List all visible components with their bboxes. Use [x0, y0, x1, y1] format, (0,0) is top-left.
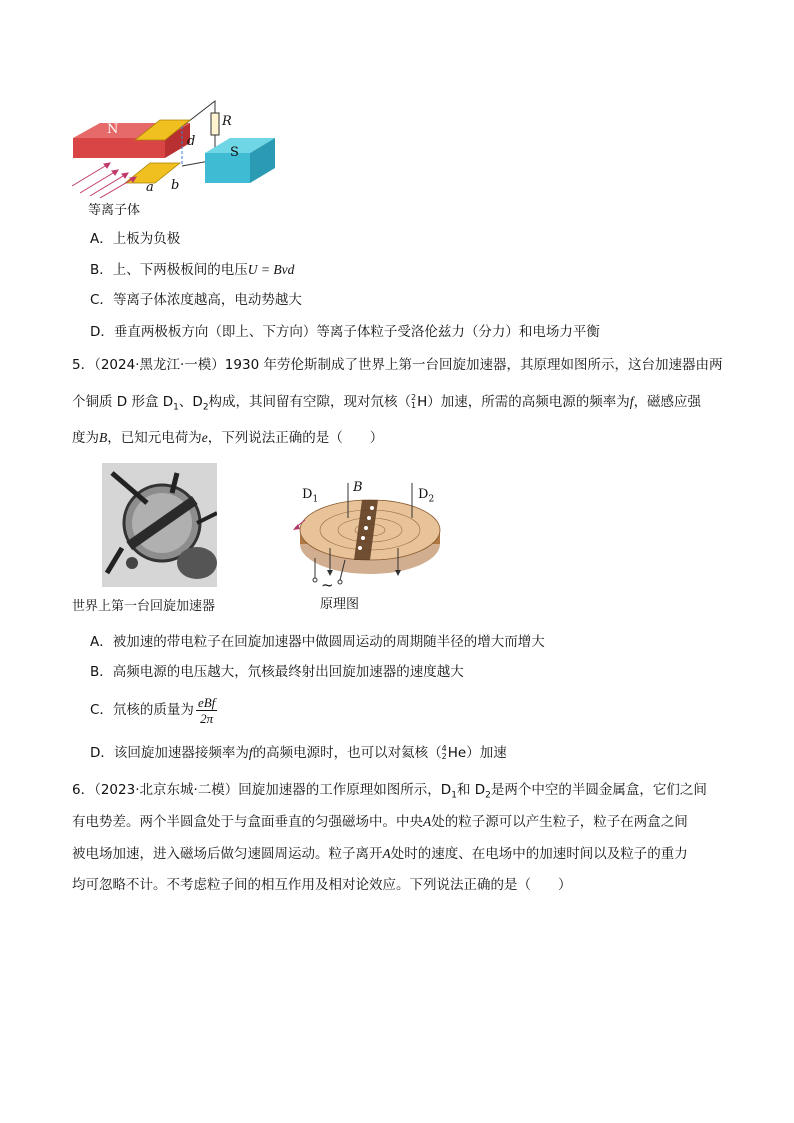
label-s: S: [230, 145, 239, 160]
q5-option-c[interactable]: C．氘核的质量为 $\frac{\text{eBf}}{2\pi}$: [90, 694, 216, 726]
q4-option-a[interactable]: [90, 229, 180, 249]
mhd-generator-figure: [70, 98, 280, 198]
label-b: b: [171, 178, 180, 193]
q6-line1: 6．（2023·北京东城·二模）回旋加速器的工作原理如图所示，$D_1$和 $D_2$是两个中空的半圆金属盒，它们之间: [72, 782, 707, 801]
label-n: N: [107, 122, 119, 137]
nuclide-deuteron: 2 1: [411, 393, 417, 410]
q5-line1: 5．（2024·黑龙江·一模）1930 年劳伦斯制成了世界上第一台回旋加速器，其原理如图所示，这台加速器由两: [72, 357, 723, 373]
question-number: 5．: [72, 357, 95, 373]
cyclotron-principle-diagram: [290, 478, 450, 593]
fraction-mass: $\frac{\text{eBf}}{2\pi}$: [197, 694, 216, 726]
option-letter: C．: [90, 292, 113, 308]
option-text: 等离子体浓度越高，电动势越大: [112, 292, 302, 308]
label-r: R: [222, 114, 232, 129]
option-text: 垂直两极板方向（即上、下方向）等离子体粒子受洛伦兹力（分力）和电场力平衡: [113, 324, 600, 340]
cyclotron-photo: [102, 463, 217, 587]
option-letter: D．: [90, 324, 114, 340]
q5-option-a[interactable]: A．被加速的带电粒子在回旋加速器中做圆周运动的周期随半径的增大而增大: [90, 634, 545, 650]
photo-caption: 世界上第一台回旋加速器: [72, 599, 216, 614]
q6-line3: 被电场加速，进入磁场后做匀速圆周运动。粒子离开A处时的速度、在电场中的加速时间以及粒子的重力: [72, 846, 688, 862]
label-d2: $D_2$: [418, 487, 435, 505]
q6-line2: 有电势差。两个半圆盒处于与盒面垂直的匀强磁场中。中央A处的粒子源可以产生粒子，粒子在两盒之间: [72, 814, 688, 830]
question-source: （2023·北京东城·二模）: [94, 782, 239, 798]
label-a: a: [146, 180, 154, 195]
option-letter: B．: [90, 262, 113, 278]
figure1-caption: 等离子体: [88, 203, 141, 218]
question-source: （2024·黑龙江·一模）: [94, 357, 225, 373]
q5-line2: 个铜质 D 形盒 $D_1$、$D_2$构成，其间留有空隙，现对氘核（ 2 1 H）加速，所需的高频电源的频率为f，磁感应强: [72, 393, 702, 413]
question-number: 6．: [72, 782, 95, 798]
label-d: d: [187, 134, 196, 149]
q5-option-b[interactable]: B．高频电源的电压越大，氘核最终射出回旋加速器的速度越大: [90, 664, 464, 680]
q5-line3: 度为B，已知元电荷为e，下列说法正确的是（ ）: [72, 430, 384, 446]
option-text: 上、下两极板间的电压: [112, 262, 248, 278]
q4-option-c[interactable]: [90, 290, 302, 310]
option-letter: A．: [90, 231, 113, 247]
option-text: 上板为负极: [112, 231, 181, 247]
label-ac-source: ~: [321, 576, 334, 594]
label-b-field: B: [353, 480, 363, 495]
nuclide-helium: 4 2: [441, 744, 447, 761]
diagram-caption: 原理图: [320, 597, 360, 612]
q4-option-b[interactable]: [90, 260, 294, 280]
q4-option-d[interactable]: [90, 322, 600, 342]
q5-option-d[interactable]: D．该回旋加速器接频率为f的高频电源时，也可以对氦核（ 4 2 He）加速: [90, 744, 507, 761]
option-formula: U = Bvd: [247, 262, 295, 277]
label-d1: $D_1$: [302, 487, 319, 505]
q6-line4: 均可忽略不计。不考虑粒子间的相互作用及相对论效应。下列说法正确的是（ ）: [72, 877, 572, 893]
